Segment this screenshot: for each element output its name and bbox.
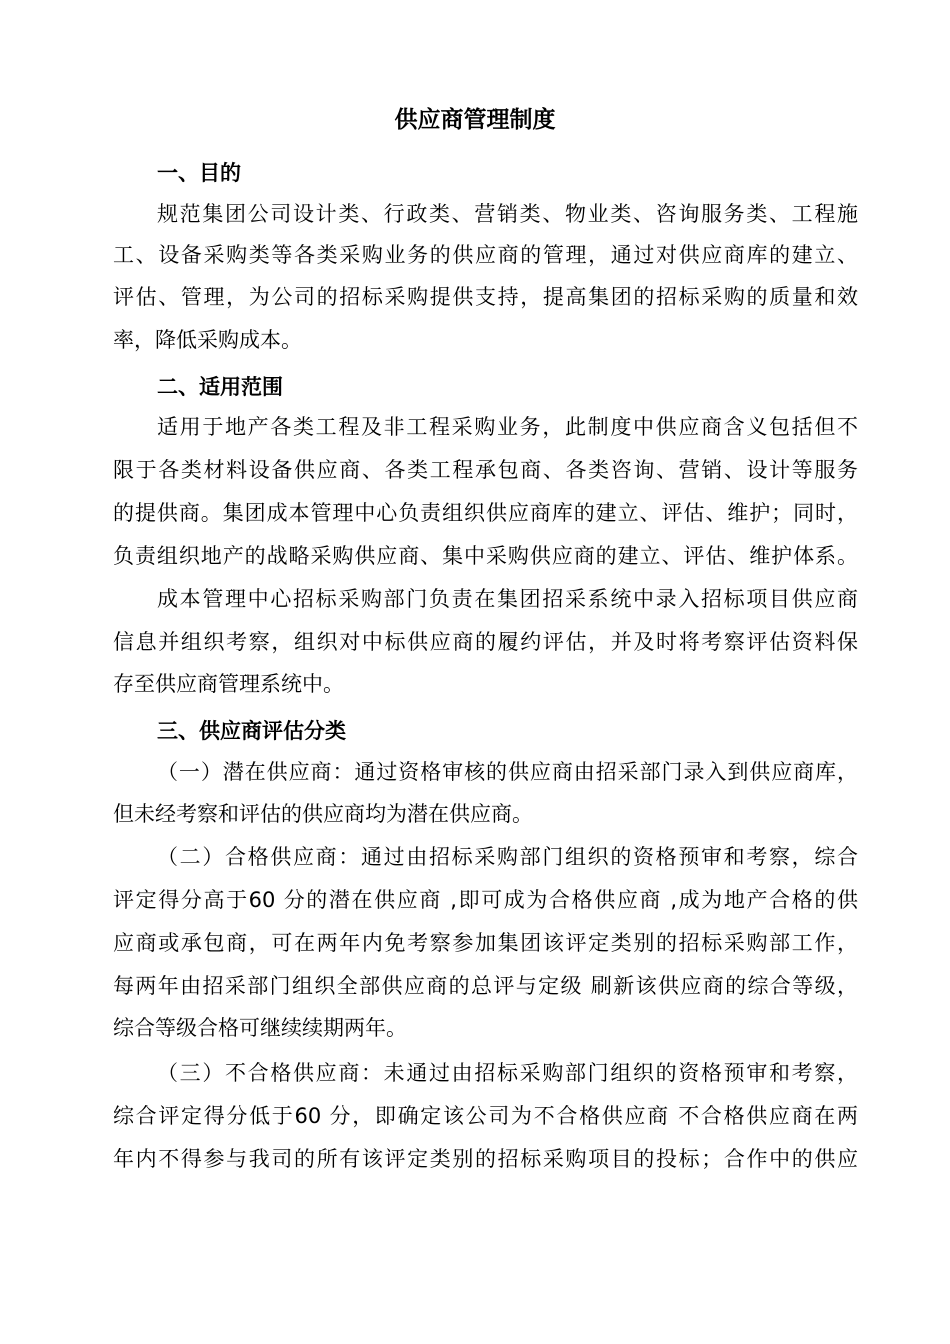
paragraph-line: 成本管理中心招标采购部门负责在集团招采系统中录入招标项目供应商 (157, 587, 858, 611)
paragraph-line: 评定得分高于60 分的潜在供应商 ,即可成为合格供应商 ,成为地产合格的供 (113, 888, 858, 912)
paragraph-line: 综合等级合格可继续续期两年。 (113, 1016, 407, 1040)
paragraph-line: 信息并组织考察，组织对中标供应商的履约评估，并及时将考察评估资料保 (113, 630, 858, 654)
paragraph-line: 存至供应商管理系统中。 (113, 672, 344, 696)
section-heading-purpose: 一、目的 (157, 161, 241, 185)
paragraph-line: 限于各类材料设备供应商、各类工程承包商、各类咨询、营销、设计等服务 (113, 458, 858, 482)
paragraph-line: 应商或承包商，可在两年内免考察参加集团该评定类别的招标采购部工作， (113, 931, 858, 955)
paragraph-line: 综合评定得分低于60 分，即确定该公司为不合格供应商 不合格供应商在两 (113, 1104, 858, 1128)
paragraph-line: 率，降低采购成本。 (113, 328, 302, 352)
paragraph-line: 评估、管理，为公司的招标采购提供支持，提高集团的招标采购的质量和效 (113, 285, 858, 309)
paragraph-line: 适用于地产各类工程及非工程采购业务，此制度中供应商含义包括但不 (157, 415, 858, 439)
paragraph-line: 规范集团公司设计类、行政类、营销类、物业类、咨询服务类、工程施 (157, 202, 858, 226)
paragraph-line: 每两年由招采部门组织全部供应商的总评与定级 刷新该供应商的综合等级， (113, 974, 858, 998)
paragraph-line: 工、设备采购类等各类采购业务的供应商的管理，通过对供应商库的建立、 (113, 243, 858, 267)
section-heading-scope: 二、适用范围 (157, 375, 283, 399)
paragraph-line: 的提供商。集团成本管理中心负责组织供应商库的建立、评估、维护；同时， (113, 501, 858, 525)
paragraph-line: （一）潜在供应商：通过资格审核的供应商由招采部门录入到供应商库， (157, 760, 858, 784)
paragraph-line: （三）不合格供应商：未通过由招标采购部门组织的资格预审和考察， (157, 1061, 858, 1085)
paragraph-line: 负责组织地产的战略采购供应商、集中采购供应商的建立、评估、维护体系。 (113, 544, 858, 568)
paragraph-line: （二）合格供应商：通过由招标采购部门组织的资格预审和考察，综合 (157, 845, 858, 869)
document-title: 供应商管理制度 (394, 107, 556, 133)
paragraph-line: 但未经考察和评估的供应商均为潜在供应商。 (113, 802, 533, 826)
paragraph-line: 年内不得参与我司的所有该评定类别的招标采购项目的投标；合作中的供应 (113, 1147, 858, 1171)
section-heading-classification: 三、供应商评估分类 (157, 719, 346, 743)
